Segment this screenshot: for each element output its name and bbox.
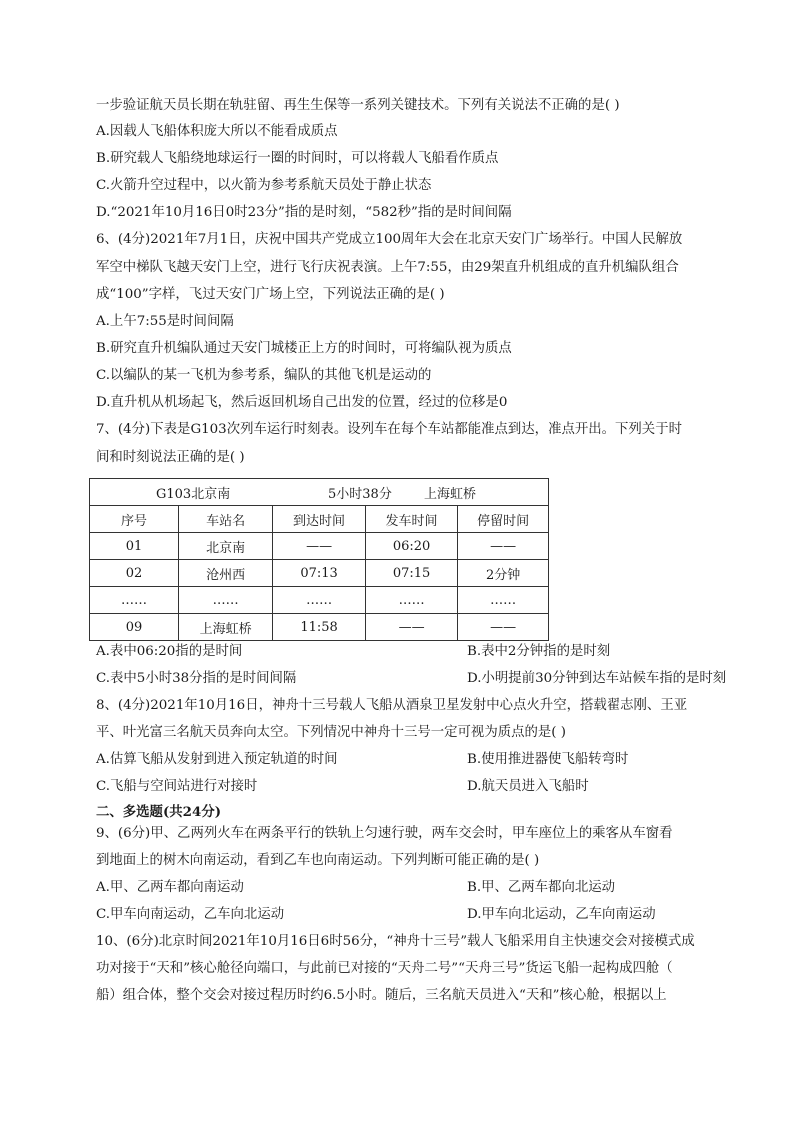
q10-stem-line1: 10、(6分)北京时间2021年10月16日6时56分，“神舟十三号”载人飞船采用自主快速交会对接模式成: [96, 934, 695, 949]
table-cell: 01: [90, 533, 179, 560]
q7-options-row1: [96, 643, 706, 661]
q7-option-c: C.表中5小时38分指的是时间间隔: [96, 671, 297, 686]
q6-option-a: A.上午7:55是时间间隔: [96, 314, 234, 329]
q8-options-row2: [96, 778, 706, 796]
table-cell: ……: [178, 587, 272, 614]
timetable-column-headers: [90, 506, 549, 533]
q8-option-d: D.航天员进入飞船时: [467, 779, 589, 794]
q9-option-b: B.甲、乙两车都向北运动: [467, 880, 616, 895]
q7-stem-line2: 间和时刻说法正确的是( ): [96, 450, 245, 465]
table-cell: 11:58: [273, 614, 366, 641]
q9-option-d: D.甲车向北运动，乙车向南运动: [467, 907, 656, 922]
q5-option-b: B.研究载人飞船绕地球运行一圈的时间时，可以将载人飞船看作质点: [96, 151, 499, 166]
column-header: 车站名: [178, 506, 272, 533]
q8-stem-line1: 8、(4分)2021年10月16日，神舟十三号载人飞船从酒泉卫星发射中心点火升空，搭载翟志刚、王亚: [96, 698, 688, 713]
table-cell: ——: [458, 614, 549, 641]
q5-option-c: C.火箭升空过程中，以火箭为参考系航天员处于静止状态: [96, 178, 432, 193]
table-cell: ——: [458, 533, 549, 560]
q9-stem-line1: 9、(6分)甲、乙两列火车在两条平行的铁轨上匀速行驶，两车交会时，甲车座位上的乘客从车窗看: [96, 826, 673, 841]
q9-options-row2: [96, 906, 706, 924]
table-cell: 02: [90, 560, 179, 587]
table-cell: ——: [365, 614, 458, 641]
train-timetable: [89, 478, 549, 641]
q7-options-row2: [96, 670, 727, 688]
q9-options-row1: [96, 879, 706, 897]
table-cell: 07:15: [365, 560, 458, 587]
timetable-duration: 5小时38分: [328, 487, 392, 502]
q9-stem-line2: 到地面上的树木向南运动，看到乙车也向南运动。下列判断可能正确的是( ): [96, 853, 540, 868]
table-cell: 沧州西: [178, 560, 272, 587]
q8-option-c: C.飞船与空间站进行对接时: [96, 779, 258, 794]
table-row: [90, 614, 549, 641]
q6-stem-line2: 军空中梯队飞越天安门上空，进行飞行庆祝表演。上午7:55，由29架直升机组成的直升机编队组合: [96, 260, 679, 275]
q8-options-row1: [96, 751, 706, 769]
column-header: 序号: [90, 506, 179, 533]
section-heading-multiple-choice: 二、多选题(共24分): [96, 804, 222, 820]
q7-option-b: B.表中2分钟指的是时刻: [467, 644, 611, 659]
q6-option-c: C.以编队的某一飞机为参考系，编队的其他飞机是运动的: [96, 368, 432, 383]
table-cell: ……: [273, 587, 366, 614]
q7-option-a: A.表中06:20指的是时间: [96, 644, 243, 659]
table-row: [90, 533, 549, 560]
table-cell: 07:13: [273, 560, 366, 587]
column-header: 到达时间: [273, 506, 366, 533]
q5-option-d: D.“2021年10月16日0时23分”指的是时刻，“582秒”指的是时间间隔: [96, 205, 512, 220]
q8-option-b: B.使用推进器使飞船转弯时: [467, 752, 629, 767]
table-cell: 09: [90, 614, 179, 641]
q8-option-a: A.估算飞船从发射到进入预定轨道的时间: [96, 752, 338, 767]
table-cell: 北京南: [178, 533, 272, 560]
table-cell: ——: [273, 533, 366, 560]
table-cell: ……: [90, 587, 179, 614]
timetable-header-cell: [90, 479, 549, 506]
timetable-header-row: [90, 479, 549, 506]
q5-option-a: A.因载人飞船体积庞大所以不能看成质点: [96, 124, 338, 139]
table-cell: ……: [458, 587, 549, 614]
q7-stem-line1: 7、(4分)下表是G103次列车运行时刻表。设列车在每个车站都能准点到达，准点开出。下列关于时: [96, 422, 682, 437]
timetable-destination: 上海虹桥: [424, 487, 477, 502]
table-cell: 06:20: [365, 533, 458, 560]
table-cell: 2分钟: [458, 560, 549, 587]
q6-option-d: D.直升机从机场起飞，然后返回机场自己出发的位置，经过的位移是0: [96, 395, 508, 410]
column-header: 停留时间: [458, 506, 549, 533]
table-row: [90, 587, 549, 614]
table-row: [90, 560, 549, 587]
q9-option-a: A.甲、乙两车都向南运动: [96, 880, 244, 895]
table-cell: 上海虹桥: [178, 614, 272, 641]
q6-stem-line1: 6、(4分)2021年7月1日，庆祝中国共产党成立100周年大会在北京天安门广场举行。中国人民解放: [96, 232, 683, 247]
q5-stem-end: 一步验证航天员长期在轨驻留、再生生保等一系列关键技术。下列有关说法不正确的是( ): [96, 98, 620, 113]
timetable-train-name: G103北京南: [156, 487, 231, 502]
q7-option-d: D.小明提前30分钟到达车站候车指的是时刻: [467, 671, 727, 686]
q9-option-c: C.甲车向南运动，乙车向北运动: [96, 907, 285, 922]
q6-option-b: B.研究直升机编队通过天安门城楼正上方的时间时，可将编队视为质点: [96, 341, 512, 356]
q10-stem-line3: 船）组合体，整个交会对接过程历时约6.5小时。随后，三名航天员进入“天和”核心舱，根据以上: [96, 988, 667, 1003]
table-cell: ……: [365, 587, 458, 614]
column-header: 发车时间: [365, 506, 458, 533]
q8-stem-line2: 平、叶光富三名航天员奔向太空。下列情况中神舟十三号一定可视为质点的是( ): [96, 725, 566, 740]
q6-stem-line3: 成“100”字样，飞过天安门广场上空，下列说法正确的是( ): [96, 287, 445, 302]
q10-stem-line2: 功对接于“天和”核心舱径向端口，与此前已对接的“天舟二号”“天舟三号”货运飞船一起构成四舱（: [96, 961, 673, 976]
